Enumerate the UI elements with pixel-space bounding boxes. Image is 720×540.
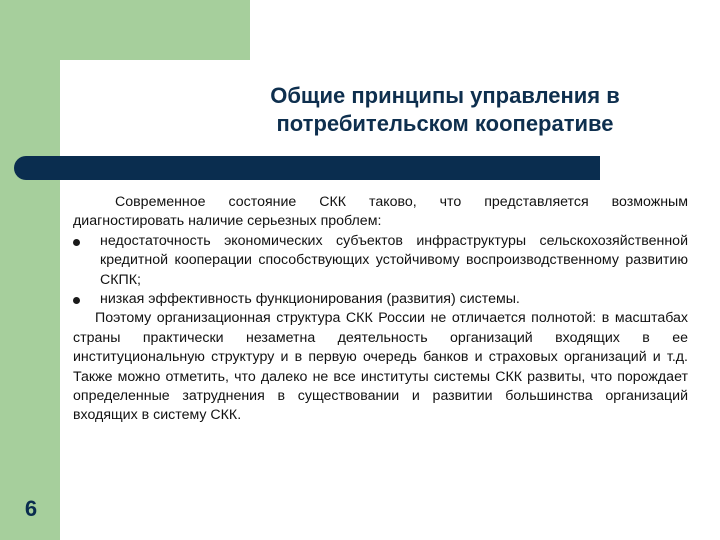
main-paragraph: Поэтому организационная структура СКК России не отличается полнотой: в масштабах страны практически незаметна деятельность организаций входящих в ее институциональную структуру и в первую очередь банков и страховых организаций и т.д. Также можно отметить, что далеко не все институты системы СКК развиты, что порождает определенные затруднения в существовании и развитии большинства организаций входящих в систему СКК. [73,310,688,424]
bullet-text: низкая эффективность функционирования (развития) системы. [100,291,520,308]
bullet-dot-icon [73,239,80,246]
slide-title: Общие принципы управления в потребительском кооперативе [270,83,620,136]
slide-number: 6 [24,496,38,521]
left-decorative-bar [0,0,60,540]
bullet-dot-icon [73,297,80,304]
intro-paragraph: Современное состояние СКК таково, что представляется возможным диагностировать наличие серьезных проблем: [73,194,688,230]
title-divider-bar [14,156,600,180]
top-decorative-block [60,0,250,60]
bullet-text: недостаточность экономических субъектов инфраструктуры сельскохозяйственной кредитной кооперации способствующих устойчивому воспроизводственному развитию СКПК; [100,232,688,288]
bullet-item [73,290,688,309]
slide-body [73,193,688,426]
bullet-item [73,232,688,290]
rounded-corner-shape [60,60,120,120]
